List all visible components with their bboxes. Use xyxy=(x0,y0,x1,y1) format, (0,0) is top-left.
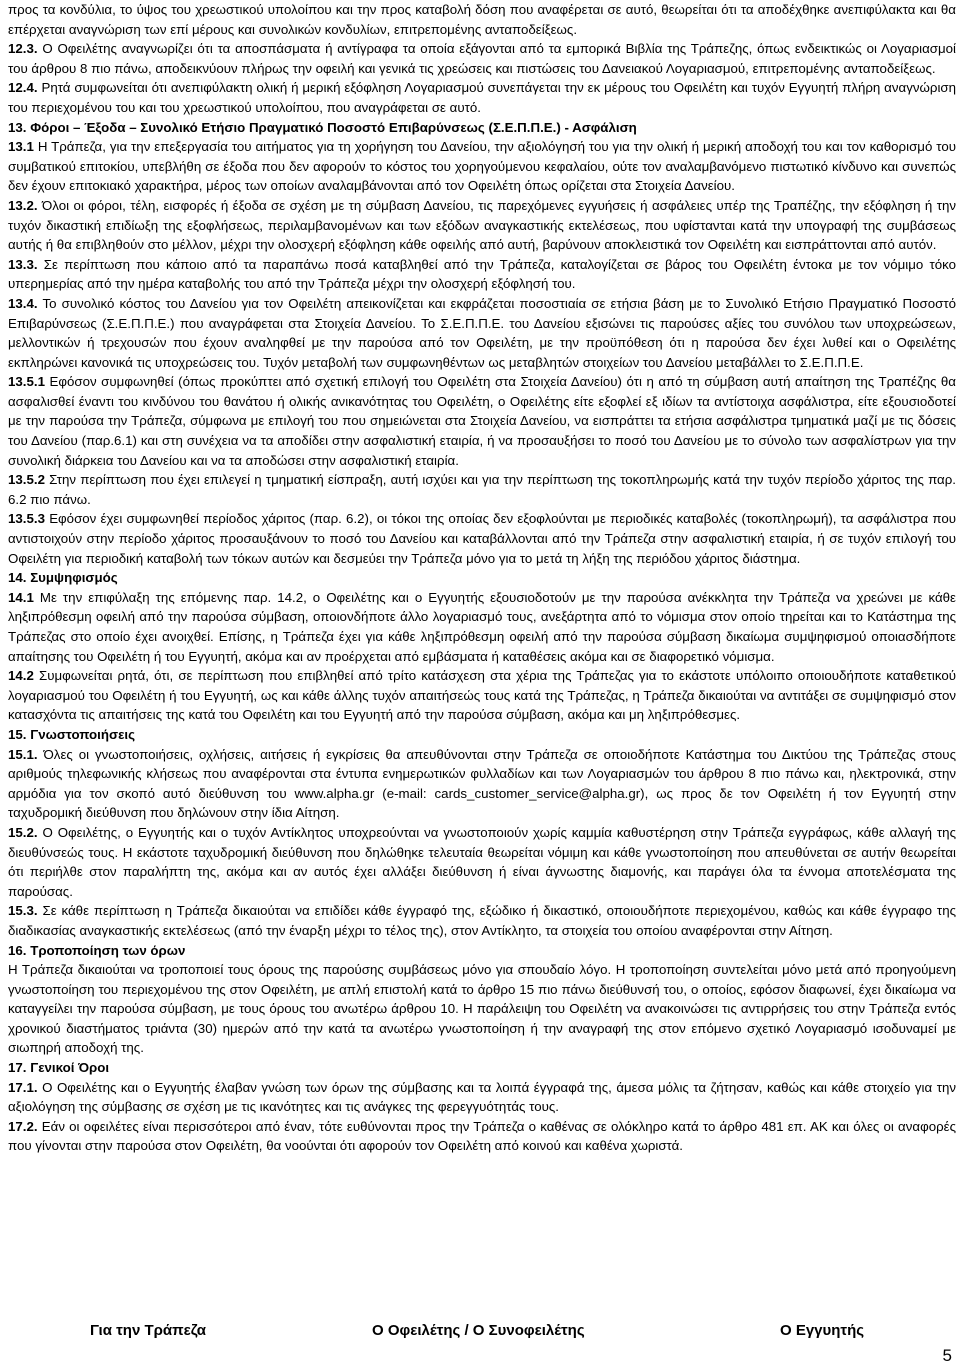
paragraph-number: 13.2. xyxy=(8,197,38,213)
signature-line xyxy=(0,1322,960,1346)
paragraph-text: Ρητά συμφωνείται ότι ανεπιφύλακτη ολική ή μερική εξόφληση Λογαριασμού συνεπάγεται την εκ μέρους του Οφειλέτη και τυχόν Εγγυητή πλήρη αναγνώριση του περιεχομένου του και του χρεωστικού υπολοίπου, που αναγράφεται σε αυτό. xyxy=(8,80,956,115)
paragraph-text: Το συνολικό κόστος του Δανείου για τον Οφειλέτη απεικονίζεται και εκφράζεται ποσοστιαία σε ετήσια βάση με το Συνολικό Ετήσιο Πραγματικό Ποσοστό Επιβαρύνσεως (Σ.Ε.Π.Π.Ε.) που αναγράφεται στα Στοιχεία Δανείου. Το Σ.Ε.Π.Π.Ε. του Δανείου εξισώνει τις παρούσες αξίες του συνόλου των υποχρεώσεων, μελλοντικών ή τρεχουσών που έχουν αναληφθεί με την παρούσα από τον Οφειλέτη, με την προϋπόθεση ότι η παρούσα δεν έχει λυθεί και ο Οφειλέτης εκπληρώνει κανονικά τις υποχρεώσεις του. Τυχόν μεταβολή των συμφωνηθέντων ως μεταβλητών στοιχείων του Δανείου μεταβάλλει το Σ.Ε.Π.Π.Ε. xyxy=(8,295,956,370)
section-heading-14 xyxy=(8,568,956,588)
paragraph-number: 15.1. xyxy=(8,746,38,762)
paragraph-12-2-continued xyxy=(8,0,956,39)
paragraph-number: 14.1 xyxy=(8,589,34,605)
paragraph-15-3 xyxy=(8,901,956,940)
paragraph-text: Όλοι οι φόροι, τέλη, εισφορές ή έξοδα σε σχέση με τη σύμβαση Δανείου, τις παρεχόμενες εγγυήσεις ή ασφάλειες υπέρ της Τραπέζης, την εξόφληση ή την τυχόν δικαστική επιδίωξη της εξοφλήσεως, περιλαμβανομένων και των εξόδων αναγκαστικής εκτελέσεως, που υφίστανται κατά την υπογραφή της συμβάσεως αυτής ή θα επιβληθούν στο μέλλον, μέχρι την ολοσχερή εξόφληση κάθε οφειλής από αυτή, βαρύνουν αποκλειστικά τον Οφειλέτη και εισπράττονται από αυτόν. xyxy=(8,197,956,253)
paragraph-number: 13.5.2 xyxy=(8,472,45,488)
signature-label-bank: Για την Τράπεζα xyxy=(90,1322,207,1339)
section-title: Τροποποίηση των όρων xyxy=(30,942,186,958)
page-number: 5 xyxy=(942,1346,952,1365)
paragraph-number: 17.1. xyxy=(8,1079,38,1095)
document-body xyxy=(8,0,956,1312)
section-heading-15 xyxy=(8,725,956,745)
section-heading-17 xyxy=(8,1058,956,1078)
section-number: 15. xyxy=(8,726,27,742)
paragraph-13-3 xyxy=(8,255,956,294)
paragraph-number: 13.1 xyxy=(8,139,34,155)
paragraph-15-2 xyxy=(8,823,956,901)
paragraph-text: προς τα κονδύλια, το ύψος του χρεωστικού υπολοίπου και την προς καταβολή δόση που αναφέρεται σε αυτό, θεωρείται ότι τα αποδέχθηκε ανεπιφύλακτα και θα επέρχεται αναγνώριση των επί μέρους και συνολικών κονδυλίων, επιτρεπομένης ανταποδείξεως. xyxy=(8,2,956,37)
paragraph-text: Εάν οι οφειλέτες είναι περισσότεροι από έναν, τότε ευθύνονται προς την Τράπεζα ο καθένας σε ολόκληρο κατά το άρθρο 481 επ. ΑΚ και όλες οι αναφορές που γίνονται στην παρούσα στον Οφειλέτη, θα νοούνται ότι αφορούν τον Οφειλέτη από κοινού και καθένα χωριστά. xyxy=(8,1118,956,1154)
section-heading-16 xyxy=(8,941,956,961)
section-heading-13 xyxy=(8,118,956,138)
paragraph-12-4 xyxy=(8,78,956,117)
section-title: Φόροι – Έξοδα – Συνολικό Ετήσιο Πραγματικό Ποσοστό Επιβαρύνσεως (Σ.Ε.Π.Π.Ε.) - Ασφάλιση xyxy=(30,119,637,135)
paragraph-number: 14.2 xyxy=(8,668,34,684)
section-number: 14. xyxy=(8,570,27,586)
paragraph-13-5-3 xyxy=(8,509,956,568)
paragraph-13-5-1 xyxy=(8,372,956,470)
paragraph-14-1 xyxy=(8,588,956,666)
paragraph-text: Ο Οφειλέτης αναγνωρίζει ότι τα αποσπάσματα ή αντίγραφα τα οποία εξάγονται από τα εμπορικά Βιβλία της Τράπεζης, όπως ενδεικτικώς οι Λογαριασμοί του άρθρου 8 πιο πάνω, αποδεικνύουν πλήρως την οφειλή και γενικά τις χρεώσεις και πιστώσεις του Δανειακού Λογαριασμού, επιτρεπομένης ανταποδείξεως. xyxy=(8,41,956,76)
section-title: Γενικοί Όροι xyxy=(30,1060,110,1076)
paragraph-17-2 xyxy=(8,1117,956,1156)
paragraph-text: Συμφωνείται ρητά, ότι, σε περίπτωση που επιβληθεί από τρίτο κατάσχεση στα χέρια της Τράπεζας για το εκάστοτε υπόλοιπο οποιουδήποτε καταθετικού λογαριασμού του Οφειλέτη ή του Εγγυητή, ως και κάθε άλλης τυχόν απαιτήσεώς τους κατά της Τράπεζας, η Τράπεζα δικαιούται να αντιτάξει σε συμψηφισμό στον κατασχόντα τις απαιτήσεις της κατά του Οφειλέτη και του Εγγυητή από την παρούσα σύμβαση, ακόμα και μη ληξιπρόθεσμες. xyxy=(8,668,956,723)
paragraph-text: Εφόσον έχει συμφωνηθεί περίοδος χάριτος (παρ. 6.2), οι τόκοι της οποίας δεν εξοφλούνται με περιοδικές καταβολές (τοκοπληρωμή), τα ασφάλιστρα που αντιστοιχούν στην περίοδο χάριτος προσαυξάνουν το ποσό του Δανείου και καταβάλλονται από την Τράπεζα στην ασφαλιστική εταιρία, ή σε τυχόν επιλογή του Οφειλέτη για περιοδική καταβολή των τόκων αυτών και δεσμεύει την Τράπεζα μόνο για το μετά τη λήξη της περιόδου χάριτος διάστημα. xyxy=(8,511,956,566)
paragraph-text: Σε περίπτωση που κάποιο από τα παραπάνω ποσά καταβληθεί από την Τράπεζα, καταλογίζεται σε βάρος του Οφειλέτη έντοκα με τον νόμιμο τόκο υπερημερίας από την ημέρα καταβολής του από την Τράπεζα μέχρι την ολοσχερή εξόφλησή του. xyxy=(8,256,956,292)
paragraph-text: Εφόσον συμφωνηθεί (όπως προκύπτει από σχετική επιλογή του Οφειλέτη στα Στοιχεία Δανείου) ότι η από τη σύμβαση αυτή απαίτηση της Τραπέζης θα ασφαλισθεί έναντι του κινδύνου του θανάτου ή ολικής ανικανότητας του Οφειλέτη, ο Οφειλέτης είτε εξοφλεί εξ ιδίων τα αντίστοιχα ασφάλιστρα, είτε εξουσιοδοτεί με την παρούσα την Τράπεζα, σύμφωνα με επιλογή του που σημειώνεται στα Στοιχεία Δανείου, να εισπράττει τα ετήσια ασφάλιστρα τμηματικά μαζί με τις δόσεις του Δανείου (παρ.6.1) και στη συνέχεια να τα αποδίδει στην ασφαλιστική εταιρία, ή να προσαυξήσει το ποσό του Δανείου με το σύνολο των ασφαλίστρων για την συνολική διάρκεια του Δανείου και να τα αποδώσει στην ασφαλιστική εταιρία. xyxy=(8,374,956,468)
paragraph-17-1 xyxy=(8,1078,956,1117)
paragraph-13-5-2 xyxy=(8,470,956,509)
paragraph-text: Η Τράπεζα, για την επεξεργασία του αιτήματος για τη χορήγηση του Δανείου, την αξιολόγησή του για την ολική ή μερική αποδοχή του και τον καθορισμό του συμβατικού επιτοκίου, υπεβλήθη σε έξοδα που δεν αφορούν το κόστος του χορηγούμενου κεφαλαίου, ούτε τον αναλαμβανόμενο πιστωτικό κίνδυνο και συνεπώς δεν έχουν επιτοκιακό χαρακτήρα, μέρος των οποίων αναλαμβάνονται από τον Οφειλέτη όπως ορίζεται στα Στοιχεία Δανείου. xyxy=(8,139,956,194)
paragraph-number: 17.2. xyxy=(8,1118,38,1134)
section-number: 17. xyxy=(8,1060,27,1076)
paragraph-13-2 xyxy=(8,196,956,255)
paragraph-number: 13.5.3 xyxy=(8,511,45,527)
section-number: 13. xyxy=(8,119,27,135)
paragraph-number: 13.4. xyxy=(8,295,38,311)
section-title: Συμψηφισμός xyxy=(30,570,118,586)
paragraph-text: Η Τράπεζα δικαιούται να τροποποιεί τους όρους της παρούσης συμβάσεως μόνο για σπουδαίο λόγο. Η τροποποίηση συντελείται μόνο μετά από προηγούμενη γνωστοποίηση του περιεχομένου της στον Οφειλέτη, με απλή επιστολή κατά το άρθρο 15 πιο πάνω διεύθυνσή του, ο οποίος, εφόσον διαφωνεί, έχει δικαίωμα να καταγγείλει την παρούσα σύμβαση, με τους όρους του ανωτέρω άρθρου 10. Η παράλειψη του Οφειλέτη να ανακοινώσει τις αντιρρήσεις του στην Τράπεζα εντός χρονικού διαστήματος τριάντα (30) ημερών από την κατά τα ανωτέρω γνωστοποίηση ή την αναγραφή της στον επόμενο σχετικό Λογαριασμό ισοδυναμεί με σιωπηρή αποδοχή της. xyxy=(8,962,956,1056)
paragraph-13-4 xyxy=(8,294,956,372)
paragraph-13-1 xyxy=(8,137,956,196)
paragraph-14-2 xyxy=(8,666,956,725)
paragraph-text: Όλες οι γνωστοποιήσεις, οχλήσεις, αιτήσεις ή εγκρίσεις θα απευθύνονται στην Τράπεζα σε οποιοδήποτε Κατάστημα του Δικτύου της Τράπεζας στους αριθμούς τηλεφωνικής κλήσεως που αναφέρονται στα έντυπα ενημερωτικών φυλλαδίων και των Λογαριασμών του άρθρου 8 πιο πάνω και, ηλεκτρονικά, στην αρμόδια για τον σκοπό αυτό διεύθυνση του www.alpha.gr (e-mail: cards_customer_service@alpha.gr), ως προς δε τον Οφειλέτη ή τον Εγγυητή στην ταχυδρομική διεύθυνση που δηλώνουν στην ίδια Αίτηση. xyxy=(8,746,956,821)
section-title: Γνωστοποιήσεις xyxy=(30,726,136,742)
paragraph-number: 15.3. xyxy=(8,903,38,919)
paragraph-15-1 xyxy=(8,745,956,823)
paragraph-number: 13.3. xyxy=(8,256,38,272)
paragraph-text: Με την επιφύλαξη της επόμενης παρ. 14.2, ο Οφειλέτης και ο Εγγυητής εξουσιοδοτούν με την παρούσα ανέκκλητα την Τράπεζα να χρεώνει με κάθε ληξιπρόθεσμη οφειλή από την παρούσα σύμβαση, οποιονδήποτε άλλο λογαριασμό τους, ανεξάρτητα από το νόμισμα στον οποίο τηρείται και το Κατάστημα της Τράπεζας στο οποίο έχει ανοιχθεί. Επίσης, η Τράπεζα έχει για κάθε ληξιπρόθεσμη οφειλή από την παρούσα σύμβαση δικαίωμα συμψηφισμού οποιασδήποτε απαίτησης του Οφειλέτη ή του Εγγυητή, ακόμα και αν προέρχεται από εμβάσματα ή καταθέσεις ακόμα και σε διαφορετικό νόμισμα. xyxy=(8,589,956,664)
section-number: 16. xyxy=(8,942,27,958)
paragraph-12-3 xyxy=(8,39,956,78)
paragraph-text: Ο Οφειλέτης και ο Εγγυητής έλαβαν γνώση των όρων της σύμβασης και τα λοιπά έγγραφά της, άμεσα μόλις τα ζήτησαν, καθώς και κάθε στοιχείο για την αξιολόγηση της σύμβασης σε σχέση με τις ικανότητες και τις ανάγκες της φερεγγυότητάς τους. xyxy=(8,1079,956,1115)
paragraph-text: Σε κάθε περίπτωση η Τράπεζα δικαιούται να επιδίδει κάθε έγγραφό της, εξώδικο ή δικαστικό, οποιουδήποτε περιεχομένου, καθώς και κάθε έγγραφο της διαδικασίας αναγκαστικής εκτελέσεως (από την έναρξη μέχρι το τέλος της), στον Αντίκλητο, τα στοιχεία του οποίου αναφέρονται στην Αίτηση. xyxy=(8,903,956,938)
paragraph-16 xyxy=(8,960,956,1058)
paragraph-number: 15.2. xyxy=(8,824,38,840)
paragraph-number: 12.4. xyxy=(8,80,38,96)
paragraph-number: 13.5.1 xyxy=(8,374,45,390)
paragraph-text: Στην περίπτωση που έχει επιλεγεί η τμηματική είσπραξη, αυτή ισχύει και για την περίπτωση της τοκοπληρωμής κατά την τυχόν περίοδο χάριτος της παρ. 6.2 πιο πάνω. xyxy=(8,472,956,507)
paragraph-number: 12.3. xyxy=(8,41,38,57)
signature-label-guarantor: Ο Εγγυητής xyxy=(780,1322,865,1339)
signature-label-debtor: Ο Οφειλέτης / Ο Συνοφειλέτης xyxy=(372,1322,585,1339)
paragraph-text: Ο Οφειλέτης, ο Εγγυητής και ο τυχόν Αντίκλητος υποχρεούνται να γνωστοποιούν χωρίς καμμία καθυστέρηση στην Τράπεζα εγγράφως, κάθε αλλαγή της διευθύνσεώς τους. Η εκάστοτε ταχυδρομική διεύθυνση που δηλώθηκε τελευταία θεωρείται νόμιμη και κάθε γνωστοποίηση που απευθύνεται σε αυτήν θεωρείται ότι περιήλθε στον παραλήπτη της, ακόμα και αν αυτός έχει αλλάξει διεύθυνση ή είναι άγνωστης διαμονής, και παράγει όλα τα έννομα αποτελέσματα της παρούσας. xyxy=(8,824,956,899)
